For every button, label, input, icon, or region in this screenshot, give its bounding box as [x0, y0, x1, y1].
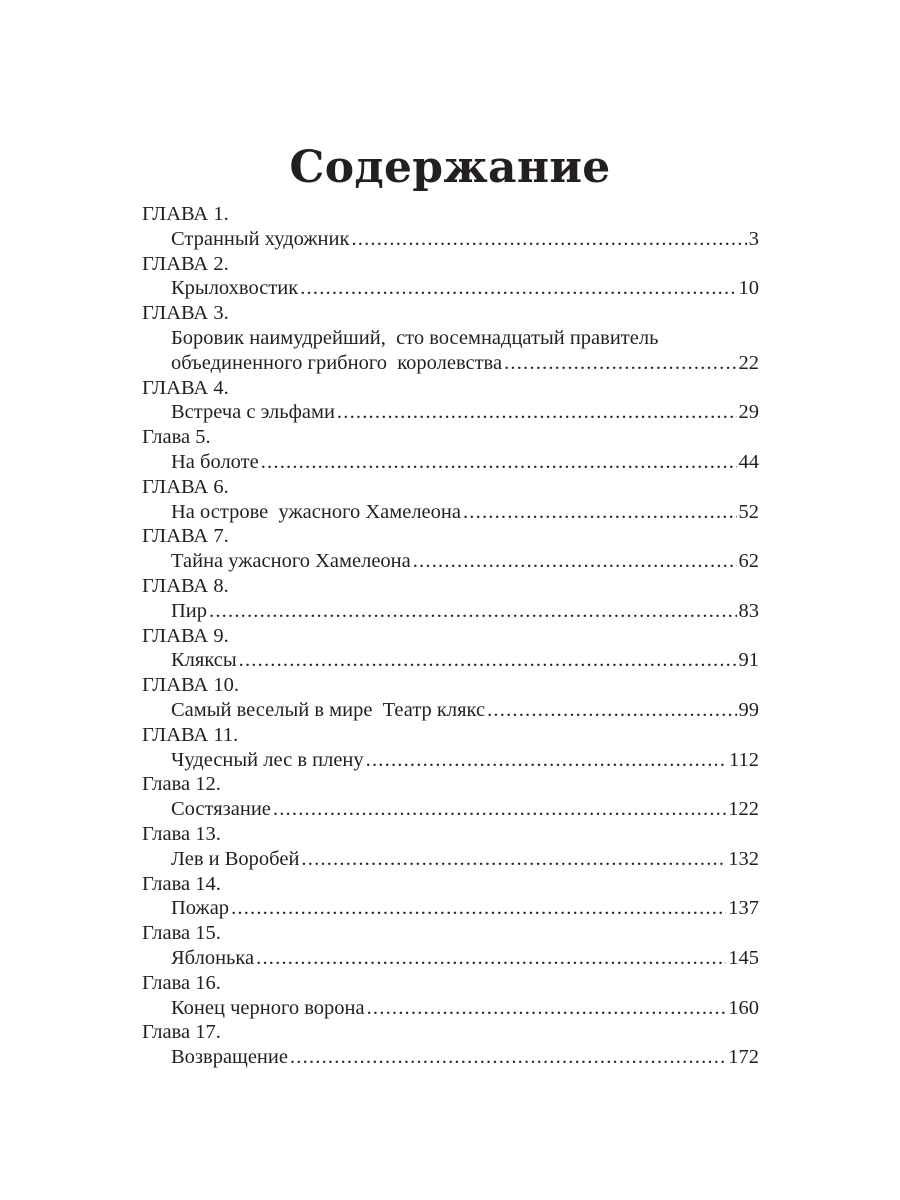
chapter-heading: Глава 13. [142, 822, 221, 845]
toc-page-number: 160 [728, 996, 759, 1019]
toc-entry[interactable] [142, 549, 759, 574]
toc-entry-title: Самый веселый в мире Театр клякс [171, 698, 486, 721]
toc-entry-title: Состязание [171, 798, 271, 821]
dot-leader [239, 648, 737, 673]
toc-page-number: 29 [738, 401, 759, 424]
toc-page-number: 3 [748, 227, 759, 250]
toc-entry[interactable] [142, 1045, 759, 1070]
chapter-heading: Глава 16. [142, 971, 221, 994]
dot-leader [209, 599, 736, 624]
chapter-heading: Глава 15. [142, 922, 221, 945]
toc-page-number: 137 [728, 897, 759, 920]
toc-entry-title: На острове ужасного Хамелеона [171, 500, 461, 523]
toc-entry[interactable] [142, 400, 759, 425]
toc-entry[interactable] [142, 648, 759, 673]
toc-entry-title: Возвращение [171, 1046, 288, 1069]
dot-leader [256, 946, 726, 971]
chapter-heading: ГЛАВА 9. [142, 624, 229, 647]
toc-entry-title-line-2: объединенного грибного королевства [171, 351, 503, 374]
toc-entry-title: Встреча с эльфами [171, 401, 335, 424]
chapter-heading: Глава 14. [142, 872, 221, 895]
dot-leader [366, 748, 727, 773]
toc-entry[interactable] [142, 450, 759, 475]
dot-leader [337, 400, 737, 425]
toc-entry-title: Яблонька [171, 946, 255, 969]
toc-page-number: 62 [738, 550, 759, 573]
toc-entry-title: Пир [171, 599, 208, 622]
toc-page-number: 112 [729, 748, 759, 771]
toc-entry-title: Странный художник [171, 227, 350, 250]
dot-leader [301, 847, 726, 872]
chapter-heading: Глава 12. [142, 773, 221, 796]
toc-entry-title: Крылохвостик [171, 277, 299, 300]
dot-leader [463, 500, 737, 525]
dot-leader [231, 896, 726, 921]
toc-entry[interactable] [142, 896, 759, 921]
toc-entry-title: Тайна ужасного Хамелеона [171, 550, 411, 573]
dot-leader [300, 276, 736, 301]
toc-entry-title: Кляксы [171, 649, 237, 672]
toc-entry[interactable] [142, 748, 759, 773]
toc-entry-title: Конец черного ворона [171, 996, 365, 1019]
dot-leader [367, 996, 727, 1021]
chapter-heading: ГЛАВА 6. [142, 475, 229, 498]
toc-entry-title: Чудесный лес в плену [171, 748, 364, 771]
dot-leader [273, 797, 726, 822]
dot-leader [351, 227, 746, 252]
toc-entry[interactable] [142, 500, 759, 525]
toc-page-number: 22 [738, 351, 759, 374]
toc-entry[interactable] [142, 227, 759, 252]
toc-entry-title: На болоте [171, 450, 259, 473]
dot-leader [261, 450, 737, 475]
toc-entry[interactable] [142, 946, 759, 971]
chapter-heading: Глава 5. [142, 426, 211, 449]
dot-leader [413, 549, 737, 574]
toc-page-number: 172 [728, 1046, 759, 1069]
toc-entry[interactable] [142, 996, 759, 1021]
toc-entry-title: Лев и Воробей [171, 847, 300, 870]
toc-page-number: 91 [738, 649, 759, 672]
chapter-heading: ГЛАВА 3. [142, 302, 229, 325]
toc-page-number: 122 [728, 798, 759, 821]
toc-entry[interactable] [142, 797, 759, 822]
table-of-contents [142, 202, 759, 1070]
toc-page-number: 99 [738, 698, 759, 721]
chapter-heading: ГЛАВА 7. [142, 525, 229, 548]
toc-page-number: 52 [738, 500, 759, 523]
dot-leader [290, 1045, 726, 1070]
chapter-heading: ГЛАВА 4. [142, 376, 229, 399]
toc-entry[interactable] [142, 847, 759, 872]
chapter-heading: ГЛАВА 11. [142, 723, 239, 746]
toc-entry-title-line-1: Боровик наимудрейший, сто восемнадцатый правитель [171, 326, 659, 349]
chapter-heading: ГЛАВА 1. [142, 203, 229, 225]
toc-entry[interactable] [142, 599, 759, 624]
page-title: Содержание [289, 142, 611, 193]
toc-page-number: 44 [738, 450, 759, 473]
dot-leader [487, 698, 736, 723]
toc-entry[interactable] [142, 326, 759, 376]
toc-page-number: 132 [728, 847, 759, 870]
toc-entry-title: Пожар [171, 897, 230, 920]
chapter-heading: Глава 17. [142, 1021, 221, 1044]
chapter-heading: ГЛАВА 2. [142, 252, 229, 275]
chapter-heading: ГЛАВА 8. [142, 574, 229, 597]
chapter-heading: ГЛАВА 10. [142, 674, 239, 697]
dot-leader [504, 351, 736, 376]
toc-entry[interactable] [142, 698, 759, 723]
toc-page-number: 83 [738, 599, 759, 622]
toc-page-number: 145 [728, 946, 759, 969]
toc-entry[interactable] [142, 276, 759, 301]
toc-page-number: 10 [738, 277, 759, 300]
